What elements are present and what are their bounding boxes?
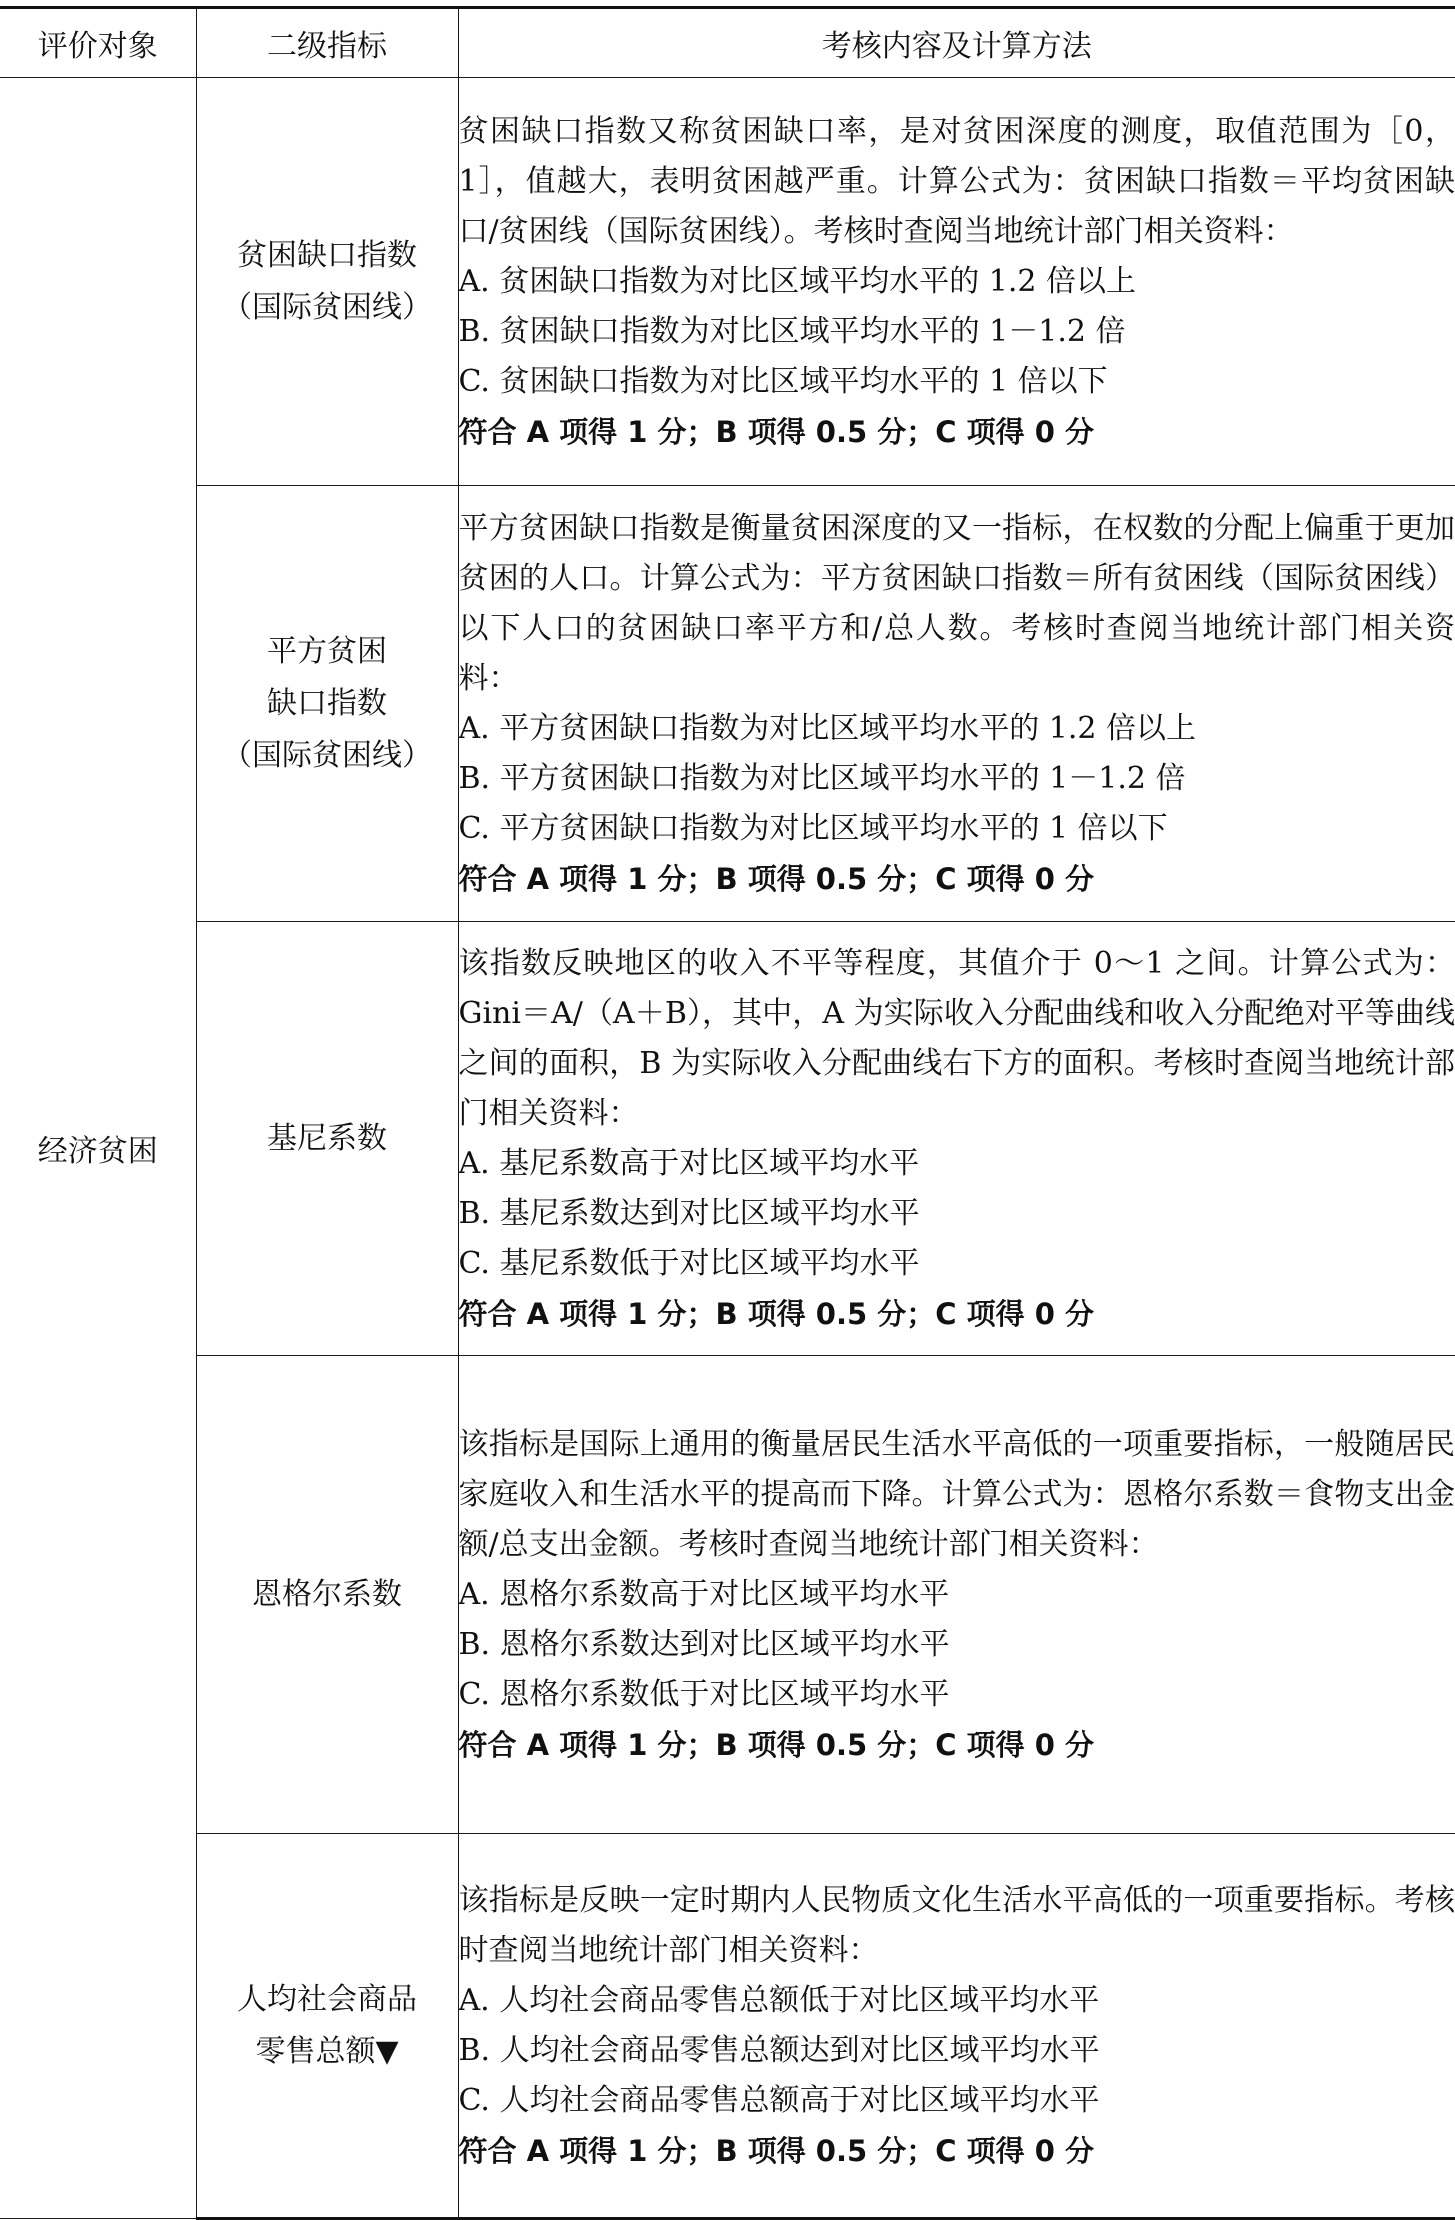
indicator-cell — [196, 486, 458, 922]
criterion-option: B. 贫困缺口指数为对比区域平均水平的 1－1.2 倍 — [459, 307, 1455, 357]
content-cell — [458, 922, 1455, 1356]
criterion-option: A. 人均社会商品零售总额低于对比区域平均水平 — [459, 1976, 1455, 2026]
indicator-name-line: 零售总额▼ — [197, 2026, 458, 2078]
criterion-option: C. 基尼系数低于对比区域平均水平 — [459, 1239, 1455, 1289]
scoring-rule: 符合 A 项得 1 分；B 项得 0.5 分；C 项得 0 分 — [459, 2126, 1455, 2176]
header-evaluation-object: 评价对象 — [0, 8, 196, 78]
criterion-option: B. 恩格尔系数达到对比区域平均水平 — [459, 1620, 1455, 1670]
criterion-option: A. 贫困缺口指数为对比区域平均水平的 1.2 倍以上 — [459, 257, 1455, 307]
content-cell — [458, 1834, 1455, 2219]
table-header-row — [0, 8, 1455, 78]
header-secondary-indicator: 二级指标 — [196, 8, 458, 78]
table-row — [0, 78, 1455, 486]
method-description: 该指标是国际上通用的衡量居民生活水平高低的一项重要指标，一般随居民家庭收入和生活水平的提高而下降。计算公式为：恩格尔系数＝食物支出金额/总支出金额。考核时查阅当地统计部门相关资料： — [459, 1420, 1455, 1570]
indicator-cell — [196, 78, 458, 486]
criterion-option: B. 人均社会商品零售总额达到对比区域平均水平 — [459, 2026, 1455, 2076]
indicator-cell — [196, 922, 458, 1356]
method-description: 该指数反映地区的收入不平等程度，其值介于 0～1 之间。计算公式为：Gini＝A/（A＋B），其中，A 为实际收入分配曲线和收入分配绝对平等曲线之间的面积，B 为实际收入分配曲线右下方的面积。考核时查阅当地统计部门相关资料： — [459, 939, 1455, 1139]
indicator-name-line: （国际贫困线） — [197, 730, 458, 782]
criterion-option: A. 基尼系数高于对比区域平均水平 — [459, 1139, 1455, 1189]
header-content-method: 考核内容及计算方法 — [458, 8, 1455, 78]
scoring-rule: 符合 A 项得 1 分；B 项得 0.5 分；C 项得 0 分 — [459, 1720, 1455, 1770]
content-cell — [458, 1356, 1455, 1834]
indicator-name-line: 平方贫困 — [197, 626, 458, 678]
criterion-option: B. 平方贫困缺口指数为对比区域平均水平的 1－1.2 倍 — [459, 754, 1455, 804]
indicator-name-line: 人均社会商品 — [197, 1974, 458, 2026]
criterion-option: C. 恩格尔系数低于对比区域平均水平 — [459, 1670, 1455, 1720]
table-row — [0, 1356, 1455, 1834]
evaluation-table — [0, 6, 1455, 2220]
scoring-rule: 符合 A 项得 1 分；B 项得 0.5 分；C 项得 0 分 — [459, 854, 1455, 904]
method-description: 平方贫困缺口指数是衡量贫困深度的又一指标，在权数的分配上偏重于更加贫困的人口。计算公式为：平方贫困缺口指数＝所有贫困线（国际贫困线）以下人口的贫困缺口率平方和/总人数。考核时查阅当地统计部门相关资料： — [459, 504, 1455, 704]
indicator-name-line: 贫困缺口指数 — [197, 230, 458, 282]
scoring-rule: 符合 A 项得 1 分；B 项得 0.5 分；C 项得 0 分 — [459, 407, 1455, 457]
table-body — [0, 78, 1455, 2219]
indicator-name-line: 恩格尔系数 — [197, 1569, 458, 1621]
criterion-option: A. 平方贫困缺口指数为对比区域平均水平的 1.2 倍以上 — [459, 704, 1455, 754]
table-row — [0, 922, 1455, 1356]
criterion-option: A. 恩格尔系数高于对比区域平均水平 — [459, 1570, 1455, 1620]
method-description: 贫困缺口指数又称贫困缺口率，是对贫困深度的测度，取值范围为［0，1］，值越大，表明贫困越严重。计算公式为：贫困缺口指数＝平均贫困缺口/贫困线（国际贫困线）。考核时查阅当地统计部门相关资料： — [459, 107, 1455, 257]
criterion-option: C. 贫困缺口指数为对比区域平均水平的 1 倍以下 — [459, 357, 1455, 407]
method-description: 该指标是反映一定时期内人民物质文化生活水平高低的一项重要指标。考核时查阅当地统计部门相关资料： — [459, 1876, 1455, 1976]
indicator-cell — [196, 1356, 458, 1834]
indicator-name-line: 缺口指数 — [197, 678, 458, 730]
evaluation-object-cell: 经济贫困 — [0, 78, 196, 2219]
table-row — [0, 1834, 1455, 2219]
scoring-rule: 符合 A 项得 1 分；B 项得 0.5 分；C 项得 0 分 — [459, 1289, 1455, 1339]
criterion-option: C. 平方贫困缺口指数为对比区域平均水平的 1 倍以下 — [459, 804, 1455, 854]
table-row — [0, 486, 1455, 922]
indicator-name-line: （国际贫困线） — [197, 282, 458, 334]
indicator-name-line: 基尼系数 — [197, 1113, 458, 1165]
criterion-option: C. 人均社会商品零售总额高于对比区域平均水平 — [459, 2076, 1455, 2126]
content-cell — [458, 486, 1455, 922]
indicator-cell — [196, 1834, 458, 2219]
content-cell — [458, 78, 1455, 486]
criterion-option: B. 基尼系数达到对比区域平均水平 — [459, 1189, 1455, 1239]
